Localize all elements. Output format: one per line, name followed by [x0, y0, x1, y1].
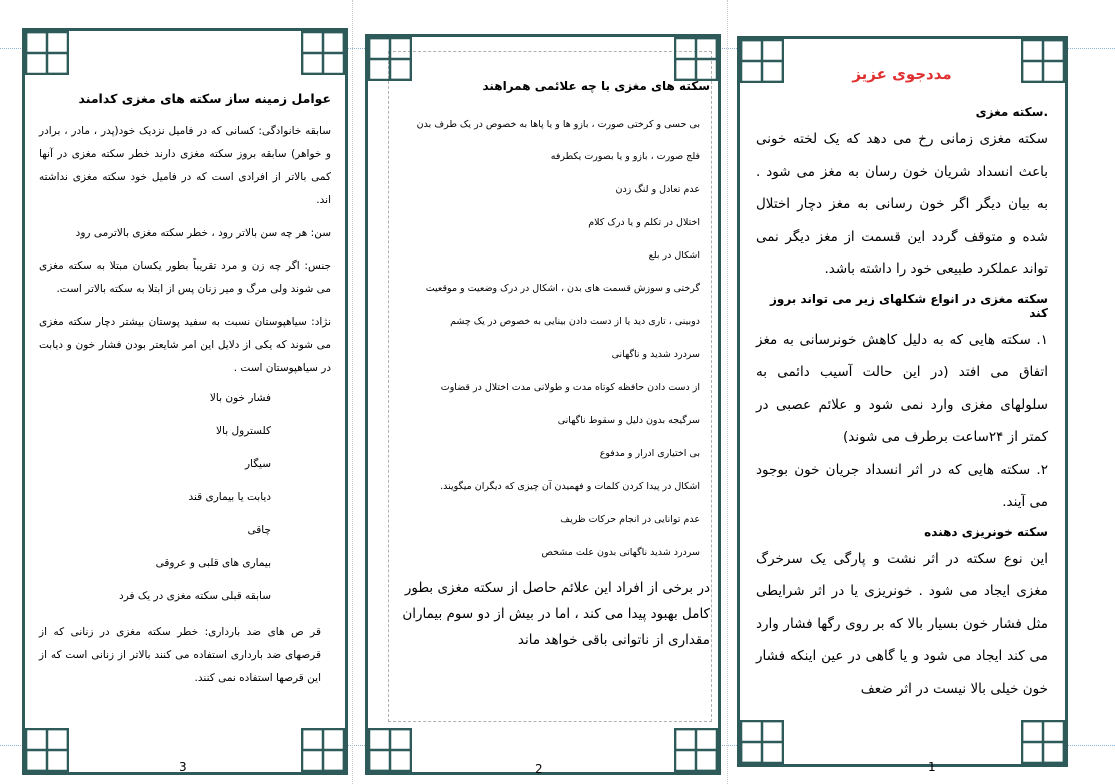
page-3-paragraph: سن: هر چه سن بالاتر رود ، خطر سکته مغزی بالاترمی رود: [75, 227, 331, 239]
symptom-item: اشکال در پیدا کردن کلمات و فهمیدن آن چیزی که دیگران میگویند.: [440, 481, 700, 492]
corner-ornament-icon: [301, 728, 345, 772]
risk-factor-item: سابقه قبلی سکته مغزی در یک فرد: [119, 590, 271, 602]
corner-ornament-icon: [674, 728, 718, 772]
risk-factor-item: کلسترول بالا: [216, 425, 271, 437]
page-2-closing: در برخی از افراد این علائم حاصل از سکته مغزی بطور کامل بهبود پیدا می کند ، اما در بیش از دو سوم بیماران مقداری از ناتوانی باقی خواهد ماند: [402, 580, 710, 648]
symptom-item: عدم توانایی در انجام حرکات ظریف: [560, 514, 700, 525]
guide-line-right: [727, 0, 728, 784]
page-1-panel: [737, 36, 1068, 767]
risk-factor-item: چاقی: [247, 524, 271, 536]
corner-ornament-icon: [25, 31, 69, 75]
symptom-item: گرختی و سوزش قسمت های بدن ، اشکال در درک وضعیت و موقعیت: [425, 283, 700, 294]
page-number: 3: [179, 760, 187, 774]
page-1-body: سکته مغزی زمانی رخ می دهد که یک لخته خونی باعث انسداد شریان خون رسان به مغز می شود . به بیان دیگر اگر خون رسانی به مغز دچار اختلال شده و متوقف گردد این قسمت از مغز دیگر نمی تواند عملکرد طبیعی خود را داشته باشد.: [756, 131, 1048, 277]
page-1-content: [756, 65, 1048, 705]
guide-line-left: [352, 0, 353, 784]
symptom-item: اشکال در بلع: [648, 250, 700, 261]
page-3-panel: [22, 28, 348, 775]
page-number: 2: [535, 762, 543, 776]
page-3-content: [39, 91, 331, 700]
page-1-body: ۲. سکته هایی که در اثر انسداد جریان خون بوجود می آیند.: [756, 461, 1048, 510]
risk-factor-item: سیگار: [244, 458, 271, 470]
page-1-subheading: سکته مغزی در انواع شکلهای زیر می تواند بروز کند: [769, 291, 1048, 320]
symptom-item: بی اختیاری ادرار و مدفوع: [599, 448, 700, 459]
risk-factor-item: بیماری های قلبی و عروقی: [155, 557, 271, 569]
risk-factor-item: دیابت یا بیماری قند: [188, 491, 271, 503]
symptom-item: از دست دادن حافظه کوتاه مدت و طولانی مدت اختلال در قضاوت: [440, 382, 700, 393]
page-3-paragraph: جنس: اگر چه زن و مرد تقریباً بطور یکسان مبتلا به سکته مغزی می شوند ولی مرگ و میر زنان پس از ابتلا به سکته بالاتر است.: [39, 260, 331, 295]
corner-ornament-icon: [301, 31, 345, 75]
page-3-paragraph: سابقه خانوادگی: کسانی که در فامیل نزدیک خود(پدر ، مادر ، برادر و خواهر) سابقه بروز سکته مغزی دارند خطر سکته مغزی در آنها کمی بالاتر از افرادی است که در فامیل خود سکته مغزی نداشته اند.: [39, 125, 331, 206]
symptom-item: دوبینی ، تاری دید یا از دست دادن بینایی به خصوص در یک چشم: [450, 316, 700, 327]
corner-ornament-icon: [25, 728, 69, 772]
page-1-subheading: سکته خونریزی دهنده: [924, 524, 1048, 539]
page-1-body: ۱. سکته هایی که به دلیل کاهش خونرسانی به مغز اتفاق می افتد (در این حالت آسیب دائمی به سلولهای مغزی وارد نمی شود و علائم عصبی در کمتر از ۲۴ساعت برطرف می شوند): [756, 331, 1048, 445]
corner-ornament-icon: [1021, 720, 1065, 764]
risk-factor-item: فشار خون بالا: [209, 392, 271, 404]
symptom-item: عدم تعادل و لنگ زدن: [615, 184, 700, 195]
symptom-item: سرگیجه بدون دلیل و سقوط ناگهانی: [557, 415, 700, 426]
page-2-content: [394, 79, 710, 653]
page-3-closing: قر ص های ضد بارداری: خطر سکته مغزی در زنانی که از قرصهای ضد بارداری استفاده می کنند بالاتر از زنانی است که از این قرصها استفاده نمی کنند.: [39, 626, 321, 684]
page-1-subheading: .سکته مغزی: [975, 105, 1048, 119]
symptom-item: سردرد شدید و ناگهانی: [611, 349, 700, 360]
symptom-item: سردرد شدید ناگهانی بدون علت مشخص: [541, 547, 700, 558]
page-1-body: این نوع سکته در اثر نشت و پارگی یک سرخرگ مغزی ایجاد می شود . خونریزی یا در اثر شرایطی مثل فشار خون بسیار بالا که بر روی رگها فشار وارد می کند ایجاد می شود و یا گاهی در عین اینکه فشار خون خیلی بالا نیست در اثر ضعف: [756, 550, 1048, 697]
page-2-title: سکته های مغزی با چه علائمی همراهند: [482, 79, 710, 93]
corner-ornament-icon: [1021, 39, 1065, 83]
corner-ornament-icon: [674, 37, 718, 81]
page-3-paragraph: نژاد: سیاهپوستان نسبت به سفید پوستان بیشتر دچار سکته مغزی می شوند که یکی از دلایل این امر شایعتر بودن فشار خون و دیابت در سیاهپوستان است .: [39, 316, 331, 374]
corner-ornament-icon: [740, 39, 784, 83]
symptom-item: بی حسی و کرختی صورت ، بازو ها و یا پاها به خصوص در یک طرف بدن: [416, 119, 700, 130]
symptom-item: فلج صورت ، بازو و یا بصورت یکطرفه: [550, 151, 700, 162]
corner-ornament-icon: [368, 728, 412, 772]
page-2-panel: [365, 34, 721, 775]
symptom-item: اختلال در تکلم و یا درک کلام: [588, 217, 700, 228]
page-3-title: عوامل زمینه ساز سکته های مغزی کدامند: [78, 91, 331, 106]
page-number: 1: [928, 760, 936, 774]
page-1-heading: مددجوی عزیز: [852, 65, 952, 83]
corner-ornament-icon: [368, 37, 412, 81]
corner-ornament-icon: [740, 720, 784, 764]
